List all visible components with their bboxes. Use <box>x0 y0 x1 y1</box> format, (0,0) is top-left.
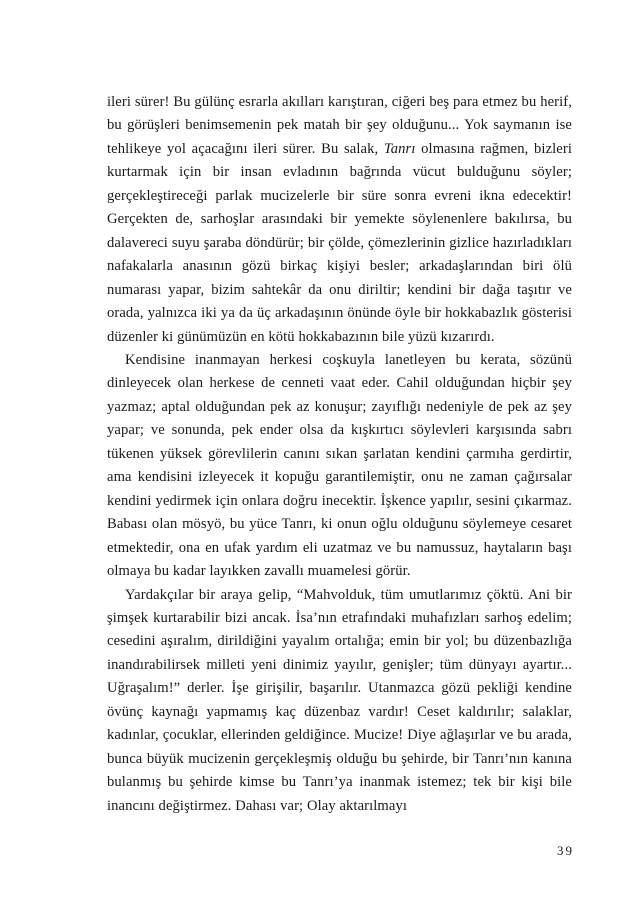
paragraph-2 <box>107 349 572 584</box>
page-number: 39 <box>557 843 574 858</box>
paragraph-3 <box>107 584 572 819</box>
paragraph-1 <box>107 91 572 349</box>
text-run: Kendisine inanmayan herkesi coşkuyla lanetleyen bu kerata, sözünü dinleyecek olan herkese de cenneti vaat eder. Cahil olduğundan hiçbir şey yazmaz; aptal olduğundan pek az konuşur; zayıflığı nedeniyle de pek az şey yapar; ve sonunda, pek ender olsa da kışkırtıcı söylevleri karşısında sabrı tükenen yüksek görevlilerin canını sıkan şarlatan kendini çarmıha gerdirtir, ama kendisini izleyecek it kopuğu garantilemiştir, onu ne zaman çağırsalar kendini yedirmek için onlara doğru inecektir. İşkence yapılır, sesini çıkarmaz. Babası olan mösyö, bu yüce Tanrı, ki onun oğlu olduğunu söylemeye cesaret etmektedir, ona en ufak yardım eli uzatmaz ve bu namussuz, haytaların başı olmaya bu kadar layıkken zavallı muamelesi görür. <box>107 351 572 580</box>
italic-text: Tanrı <box>383 140 416 157</box>
text-run: olmasına rağmen, bizleri kurtarmak için bir insan evladının bağrında vücut bulduğunu söyler; gerçekleştireceği parlak mucizelerle bir süre sonra evreni ikna edecektir! Gerçekten de, sarhoşlar arasındaki bir yemekte söylenenlere bakılırsa, bu dalavereci suyu şaraba döndürür; bir çölde, çömezlerinin gizlice hazırladıkları nafakalarla anasının gözü birkaç kişiyi besler; arkadaşlarından biri ölü numarası yapar, bizim sahtekâr da onu diriltir; kendini bir dağa taşıtır ve orada, yalnızca iki ya da üç arkadaşının önünde öyle bir hokkabazlık gösterisi düzenler ki günümüzün en kötü hokkabazının bile yüzü kızarırdı. <box>107 140 572 345</box>
text-run: Yardakçılar bir araya gelip, “Mahvolduk, tüm umutlarımız çöktü. Ani bir şimşek kurtarabilir bizi ancak. İsa’nın etrafındaki muhafızları sarhoş edelim; cesedini aşıralım, dirildiğini yayalım ortalığa; emin bir yol; bu düzenbazlığa inandırabilirsek milleti yeni dinimiz yayılır, genişler; tüm dünyayı ayartır... Uğraşalım!” derler. İşe girişilir, başarılır. Utanmazca gözü pekliği kendine övünç kaynağı yapmamış kaç düzenbaz vardır! Ceset kaldırılır; salaklar, kadınlar, çocuklar, ellerinden geldiğince. Mucize! Diye ağlaşırlar ve bu arada, bunca büyük mucizenin gerçekleşmiş olduğu bu şehirde, bir Tanrı’nın kanına bulanmış bu şehirde kimse bu Tanrı’ya inanmak istemez; tek bir kişi bile inancını değiştirmez. Dahası var; Olay aktarılmayı <box>107 586 572 814</box>
body-text <box>107 91 572 818</box>
text-run: ileri sürer! Bu gülünç esrarla akılları karıştıran, ciğeri beş para etmez bu herif, bu görüşleri benimsemenin pek matah bir şey olduğunu... Yok saymanın ise tehlikeye yol açacağını ileri sürer. Bu salak, <box>107 94 572 157</box>
